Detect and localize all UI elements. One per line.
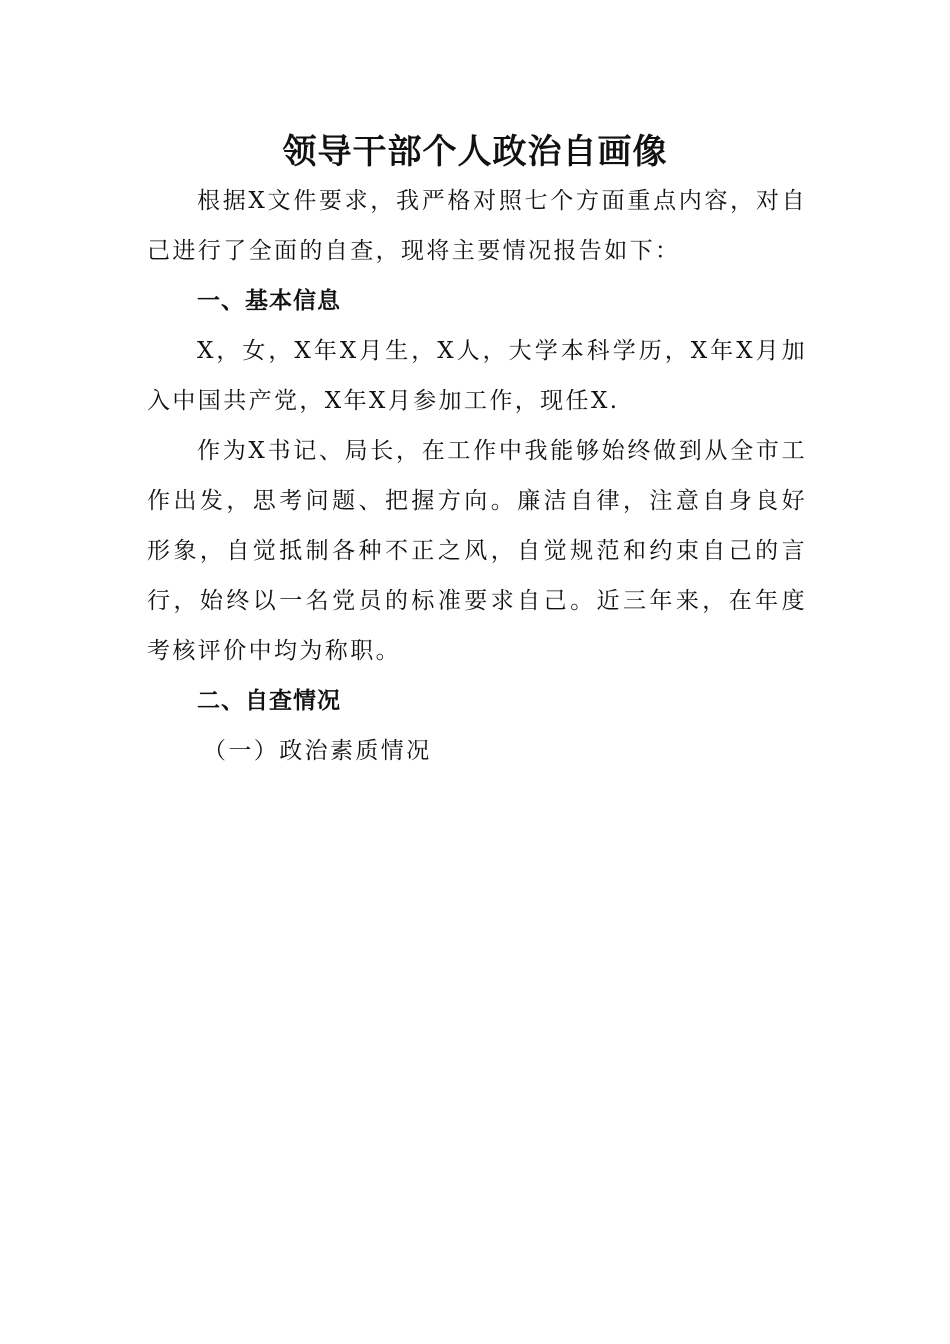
section-heading-self-check: 二、自查情况 <box>197 688 341 714</box>
intro-paragraph: 根据X文件要求，我严格对照七个方面重点内容，对自己进行了全面的自查，现将主要情况报告如下： <box>147 188 807 264</box>
document-body <box>147 176 807 776</box>
subsection-heading-political-quality: （一）政治素质情况 <box>203 738 432 764</box>
work-performance-paragraph: 作为X书记、局长，在工作中我能够始终做到从全市工作出发，思考问题、把握方向。廉洁自律，注意自身良好形象，自觉抵制各种不正之风，自觉规范和约束自己的言行，始终以一名党员的标准要求自己。近三年来，在年度考核评价中均为称职。 <box>147 438 807 664</box>
document-title: 领导干部个人政治自画像 <box>282 132 668 172</box>
basic-info-paragraph: X，女，X年X月生，X人，大学本科学历，X年X月加入中国共产党，X年X月参加工作，现任X. <box>147 338 807 414</box>
section-heading-basic-info: 一、基本信息 <box>197 288 341 314</box>
